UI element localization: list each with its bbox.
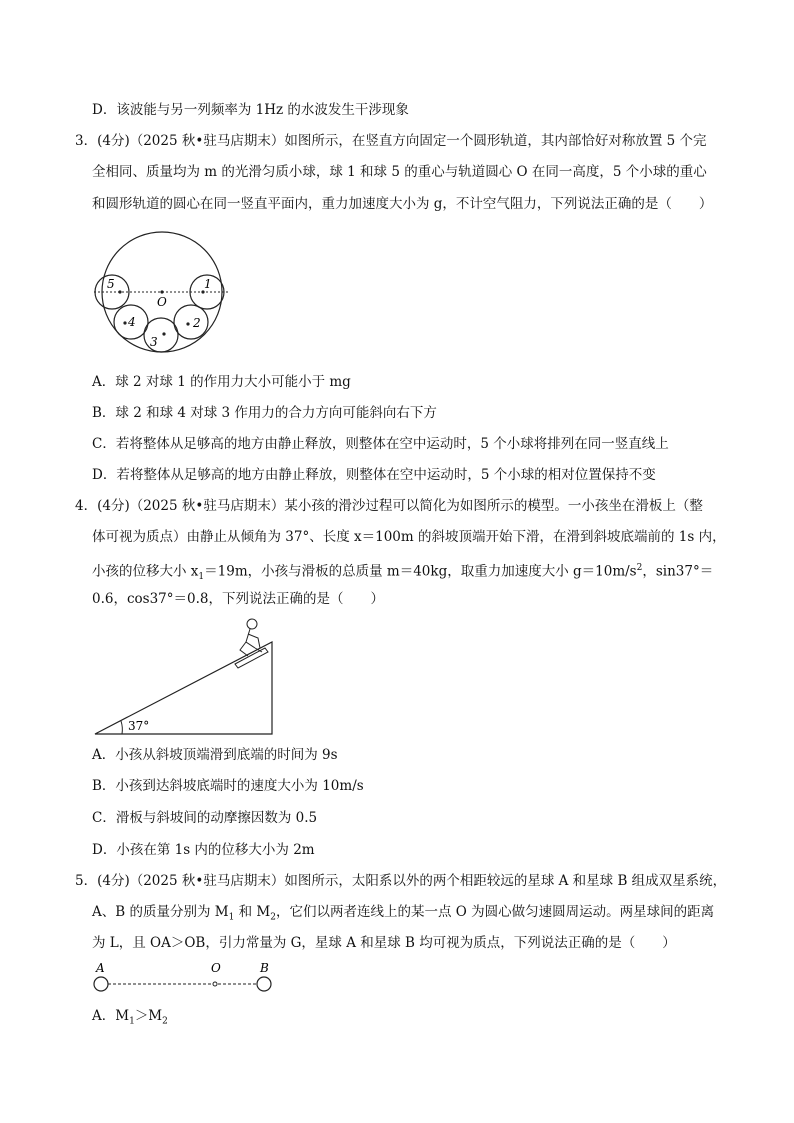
child-figure <box>240 619 262 656</box>
center-label: O <box>157 295 167 309</box>
star-b-label: B <box>260 961 269 975</box>
q5-stem-line1: 5．(4分)（2025 秋•驻马店期末）如图所示，太阳系以外的两个相距较远的星球 A 和星球 B 组成双星系统， <box>75 873 727 889</box>
angle-label: 37° <box>128 719 150 733</box>
q3-stem-line3: 和圆形轨道的圆心在同一竖直平面内，重力加速度大小为 g，不计空气阻力，下列说法正确的是（ ） <box>92 196 713 212</box>
q4-stem-line3: 小孩的位移大小 $x_1=19m$，小孩与滑板的总质量 m＝40kg，取重力加速度大小 $g=10m/s^2$，sin37°＝ <box>92 563 714 583</box>
ball-4-label: 4 <box>128 315 136 329</box>
star-b <box>257 977 271 991</box>
q4-option-a: A．小孩从斜坡顶端滑到底端的时间为 9s <box>92 747 338 763</box>
q2-option-d: D．该波能与另一列频率为 1Hz 的水波发生干涉现象 <box>92 102 409 118</box>
angle-arc <box>121 721 122 734</box>
q3-stem-line1: 3．(4分)（2025 秋•驻马店期末）如图所示，在竖直方向固定一个圆形轨道，其内部恰好对称放置 5 个完 <box>75 133 707 149</box>
q4-stem-line2: 体可视为质点）由静止从倾角为 37°、长度 x＝100m 的斜坡顶端开始下滑，在滑到斜坡底端前的 1s 内， <box>92 529 726 545</box>
q3-option-b: B．球 2 和球 4 对球 3 作用力的合力方向可能斜向右下方 <box>92 405 437 421</box>
q4-option-d: D．小孩在第 1s 内的位移大小为 2m <box>92 842 315 858</box>
q5-stem-line2: A、B 的质量分别为 $M_1$ 和 $M_2$，它们以两者连线上的某一点 O 为圆心做匀速圆周运动。两星球间的距离 <box>92 904 715 923</box>
slope-figure <box>90 614 280 738</box>
binary-star-figure <box>90 960 280 1000</box>
q4-stem-line1: 4．(4分)（2025 秋•驻马店期末）某小孩的滑沙过程可以简化为如图所示的模型。一小孩坐在滑板上（整 <box>75 498 703 514</box>
star-a-label: A <box>96 961 105 975</box>
q5-stem-line3: 为 L，且 OA＞OB，引力常量为 G，星球 A 和星球 B 均可视为质点，下列说法正确的是（ ） <box>92 935 676 951</box>
ball-3-label: 3 <box>150 335 158 349</box>
center-point <box>160 290 163 293</box>
q4-option-b: B．小孩到达斜坡底端时的速度大小为 10m/s <box>92 778 364 794</box>
ball-2 <box>174 305 208 339</box>
q3-option-d: D．若将整体从足够高的地方由静止释放，则整体在空中运动时，5 个小球的相对位置保持不变 <box>92 467 656 483</box>
q4-option-c: C．滑板与斜坡间的动摩擦因数为 0.5 <box>92 810 318 826</box>
q3-option-c: C．若将整体从足够高的地方由静止释放，则整体在空中运动时，5 个小球将排列在同一竖直线上 <box>92 436 669 452</box>
point-o <box>213 982 217 986</box>
slope-triangle <box>95 642 272 734</box>
star-a <box>94 977 108 991</box>
q4-stem-line4: 0.6，cos37°＝0.8，下列说法正确的是（ ） <box>92 591 384 607</box>
point-o-label: O <box>211 961 221 975</box>
ball-1-label: 1 <box>204 277 212 291</box>
circular-track-figure <box>90 230 240 360</box>
ball-2-label: 2 <box>193 316 201 330</box>
q3-stem-line2: 全相同、质量均为 m 的光滑匀质小球，球 1 和球 5 的重心与轨道圆心 O 在同一高度，5 个小球的重心 <box>92 164 707 180</box>
ball-5-label: 5 <box>107 277 115 291</box>
q3-option-a: A．球 2 对球 1 的作用力大小可能小于 mg <box>92 374 351 390</box>
q5-option-a: A．$M_1>M_2$ <box>92 1008 168 1027</box>
